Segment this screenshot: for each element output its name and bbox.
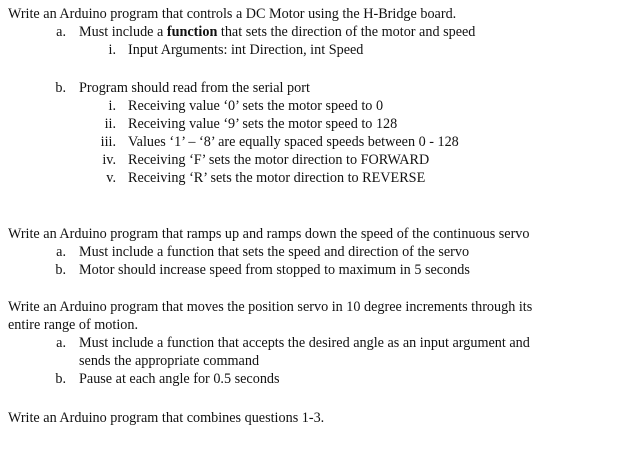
q1-b-item-text: Receiving ‘R’ sets the motor direction to REVERSE (128, 170, 426, 186)
q2-item-marker: b. (55, 262, 66, 278)
q2-item-marker: a. (56, 244, 66, 260)
q1-b-item-text: Receiving value ‘9’ sets the motor speed to 128 (128, 116, 398, 132)
q1-b-item-text: Receiving ‘F’ sets the motor direction to FORWARD (128, 152, 430, 168)
q3-a-line1: Must include a function that accepts the desired angle as an input argument and (79, 335, 530, 351)
q3-intro-line2: entire range of motion. (8, 317, 139, 333)
q4-intro: Write an Arduino program that combines questions 1-3. (8, 410, 325, 426)
q2-item-text: Motor should increase speed from stopped to maximum in 5 seconds (79, 262, 470, 278)
q1-b-item-marker: ii. (104, 116, 116, 132)
q1-a-prefix: Must include a (79, 24, 167, 40)
q2-item-text: Must include a function that sets the speed and direction of the servo (79, 244, 470, 260)
q1-a-text (79, 23, 475, 41)
q1-a-suffix: that sets the direction of the motor and speed (217, 24, 476, 40)
q3-intro-line1: Write an Arduino program that moves the position servo in 10 degree increments through its (8, 299, 533, 315)
q1-b-item-marker: iv. (102, 152, 116, 168)
q1-a-bold: function (166, 24, 218, 40)
q3-b-text: Pause at each angle for 0.5 seconds (79, 371, 280, 387)
q1-b-marker: b. (55, 80, 66, 96)
q1-b-item-text: Receiving value ‘0’ sets the motor speed to 0 (128, 98, 384, 114)
q3-b-marker: b. (55, 371, 66, 387)
q3-a-marker: a. (56, 335, 66, 351)
q1-b-item-marker: v. (106, 170, 116, 186)
q1-intro: Write an Arduino program that controls a DC Motor using the H-Bridge board. (8, 6, 457, 22)
q1-b-text: Program should read from the serial port (79, 80, 310, 96)
q1-b-item-marker: i. (108, 98, 116, 114)
q1-b-item-text: Values ‘1’ – ‘8’ are equally spaced speeds between 0 - 128 (128, 134, 459, 150)
q1-a-i-text: Input Arguments: int Direction, int Speed (128, 42, 364, 58)
q1-a-marker: a. (56, 24, 66, 40)
q2-intro: Write an Arduino program that ramps up and ramps down the speed of the continuous servo (8, 226, 530, 242)
q1-b-item-marker: iii. (100, 134, 116, 150)
q3-a-line2: sends the appropriate command (79, 353, 260, 369)
q1-a-i-marker: i. (108, 42, 116, 58)
